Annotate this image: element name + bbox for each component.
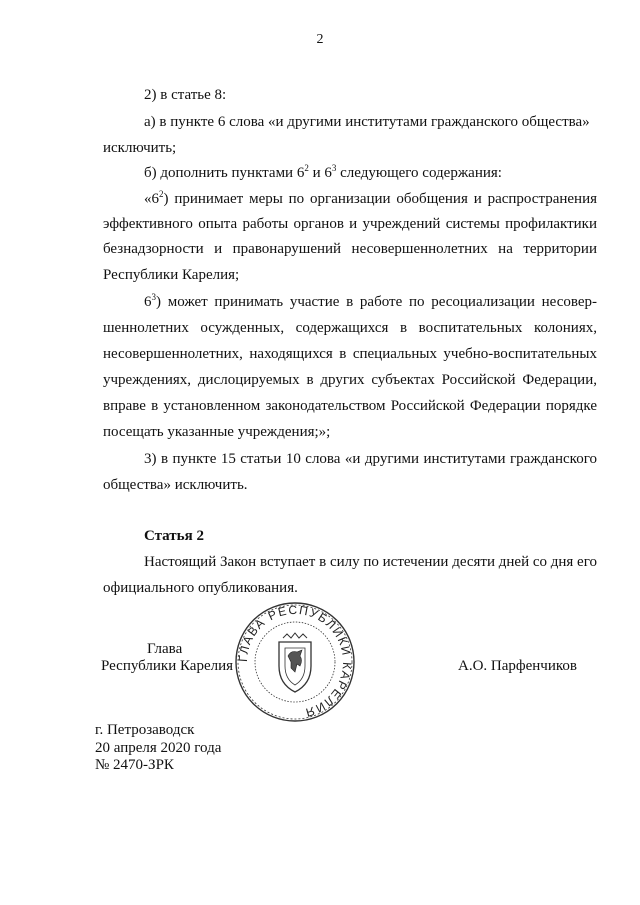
footer-number: № 2470-ЗРК — [95, 757, 174, 773]
signatory-name: А.О. Парфенчиков — [458, 658, 577, 674]
text-run: и 6 — [308, 165, 332, 181]
paragraph-line: официального опубликования. — [103, 580, 298, 596]
official-seal-icon — [233, 600, 357, 724]
text-run: ) может принимать участие в работе по ресоциализации несовер- — [156, 294, 597, 310]
page-number: 2 — [316, 32, 324, 47]
paragraph-line: эффективного опыта работы органов и учреждений системы профилактики — [103, 216, 597, 232]
text-run: следующего содержания: — [336, 165, 502, 181]
superscript: 2 — [159, 189, 164, 199]
signatory-title: Глава — [147, 641, 183, 657]
paragraph-line: безнадзорности и правонарушений несовершеннолетних на территории — [103, 241, 597, 257]
footer-city: г. Петрозаводск — [95, 722, 195, 738]
footer-date: 20 апреля 2020 года — [95, 740, 222, 756]
superscript: 3 — [151, 292, 156, 302]
paragraph-line: 2) в статье 8: — [144, 87, 227, 103]
paragraph-line: посещать указанные учреждения;»; — [103, 424, 331, 440]
paragraph-line: несовершеннолетних, находящихся в специальных учебно-воспитательных — [103, 346, 597, 362]
text-run: 6 — [144, 294, 152, 310]
text-run: ) принимает меры по организации обобщения и распространения — [163, 191, 597, 207]
paragraph-line — [144, 165, 597, 182]
paragraph-line: вправе в установленном законодательством Российской Федерации порядке — [103, 398, 597, 414]
superscript: 3 — [331, 163, 337, 173]
text-run: «6 — [144, 191, 159, 207]
paragraph-line — [144, 191, 597, 208]
paragraph-line: общества» исключить. — [103, 477, 248, 493]
text-run: б) дополнить пунктами 6 — [144, 165, 305, 181]
paragraph-line: а) в пункте 6 слова «и другими институтами гражданского общества» — [144, 114, 590, 130]
signatory-title: Республики Карелия — [101, 658, 234, 674]
seal-text: ГЛАВА РЕСПУБЛИКИ КАРЕЛИЯ — [235, 602, 355, 721]
paragraph-line: Республики Карелия; — [103, 267, 240, 283]
paragraph-line — [144, 294, 597, 311]
article-title: Статья 2 — [144, 528, 204, 544]
paragraph-line: учреждениях, дислоцируемых в других субъектах Российской Федерации, — [103, 372, 597, 388]
superscript: 2 — [304, 163, 309, 173]
paragraph-line: шеннолетних осужденных, содержащихся в воспитательных колониях, — [103, 320, 597, 336]
paragraph-line: 3) в пункте 15 статьи 10 слова «и другими институтами гражданского — [144, 451, 597, 467]
paragraph-line: Настоящий Закон вступает в силу по истечении десяти дней со дня его — [144, 554, 597, 570]
paragraph-line: исключить; — [103, 140, 177, 156]
